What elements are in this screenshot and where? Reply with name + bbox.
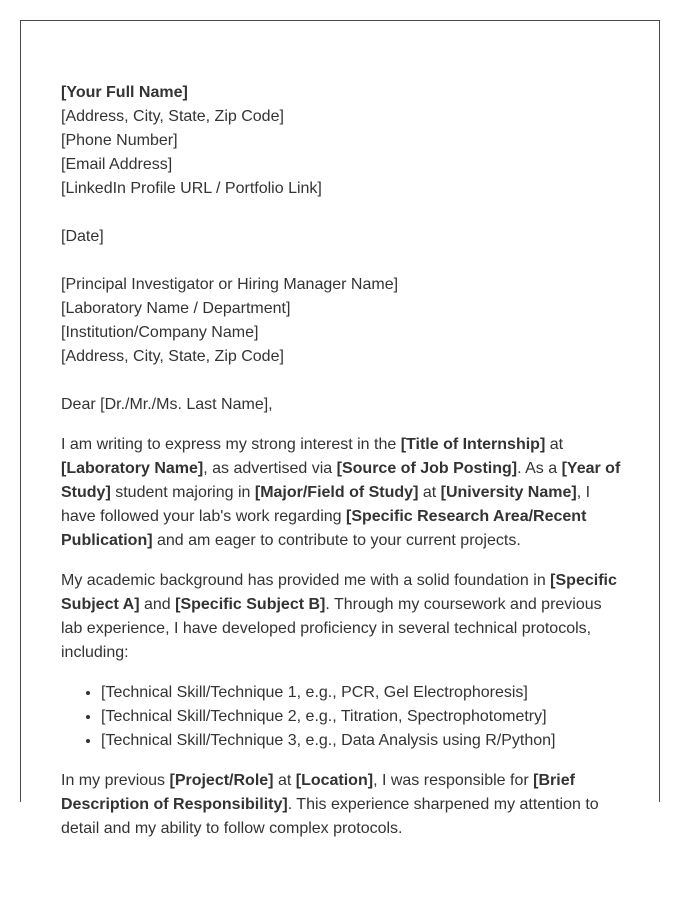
letter-page (20, 20, 660, 837)
recipient-block (61, 273, 626, 369)
list-item: • [Technical Skill/Technique 1, e.g., PCR, Gel Electrophoresis] (101, 681, 626, 705)
sender-name: [Your Full Name] (61, 84, 188, 101)
recipient-lab: [Laboratory Name / Department] (61, 300, 291, 317)
paragraph-intro: I am writing to express my strong interest in the [Title of Internship] at [Laboratory Name], as advertised via [Source of Job Posting]. As a [Year of Study] student majoring in [Major/Field of Study] at [University Name], I have followed your lab's work regarding [Specific Research Area/Recent Publication] and am eager to contribute to your current projects. (61, 436, 621, 549)
list-item: • [Technical Skill/Technique 3, e.g., Data Analysis using R/Python] (101, 729, 626, 753)
sender-email: [Email Address] (61, 156, 173, 173)
letter-date: [Date] (61, 228, 104, 245)
salutation: Dear [Dr./Mr./Ms. Last Name], (61, 396, 273, 413)
letter-content (61, 81, 626, 857)
recipient-address: [Address, City, State, Zip Code] (61, 348, 284, 365)
paragraph-background: My academic background has provided me with a solid foundation in [Specific Subject A] and [Specific Subject B]. Through my coursework and previous lab experience, I have developed proficiency in several technical protocols, including: (61, 572, 617, 661)
list-item: • [Technical Skill/Technique 2, e.g., Titration, Spectrophotometry] (101, 705, 626, 729)
sender-phone: [Phone Number] (61, 132, 178, 149)
skills-list (61, 681, 626, 753)
paragraph-experience: In my previous [Project/Role] at [Location], I was responsible for [Brief Description of Responsibility]. This experience sharpened my attention to detail and my ability to follow complex protocols. (61, 772, 599, 837)
sender-block (61, 81, 626, 201)
sender-linkedin: [LinkedIn Profile URL / Portfolio Link] (61, 180, 322, 197)
sender-address: [Address, City, State, Zip Code] (61, 108, 284, 125)
recipient-institution: [Institution/Company Name] (61, 324, 259, 341)
recipient-name: [Principal Investigator or Hiring Manager Name] (61, 276, 399, 293)
